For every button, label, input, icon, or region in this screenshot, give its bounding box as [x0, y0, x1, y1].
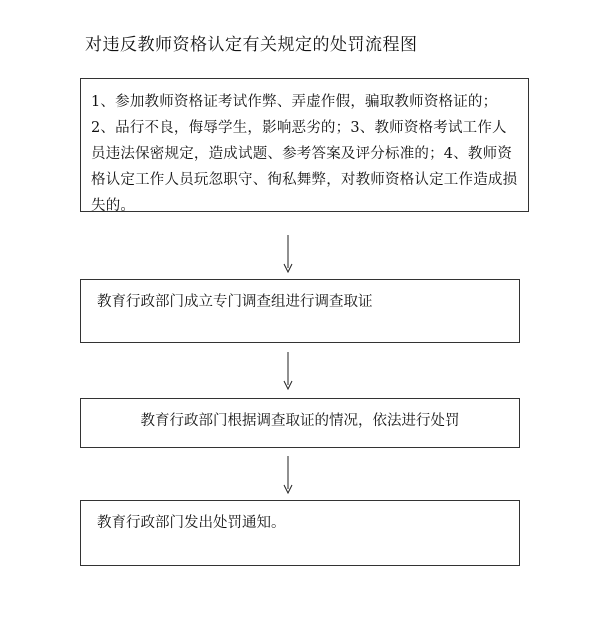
arrow-connector-2: [282, 352, 294, 392]
arrow-connector-1: [282, 235, 294, 275]
page-title: 对违反教师资格认定有关规定的处罚流程图: [85, 35, 418, 55]
step-text: 1、参加教师资格证考试作弊、弄虚作假，骗取教师资格证的；2、品行不良，侮辱学生，影响恶劣的；3、教师资格考试工作人员违法保密规定，造成试题、参考答案及评分标准的；4、教师资格认定工作人员玩忽职守、徇私舞弊，对教师资格认定工作造成损失的。: [91, 94, 518, 214]
step-text: 教育行政部门成立专门调查组进行调查取证: [97, 294, 373, 310]
step-text: 教育行政部门根据调查取证的情况，依法进行处罚: [140, 413, 460, 429]
flow-step-notice: [80, 500, 520, 566]
arrow-connector-3: [282, 456, 294, 496]
step-text: 教育行政部门发出处罚通知。: [97, 515, 286, 531]
flow-step-violations: [80, 78, 529, 212]
flow-step-penalty: [80, 398, 520, 448]
flow-step-investigation: [80, 279, 520, 343]
